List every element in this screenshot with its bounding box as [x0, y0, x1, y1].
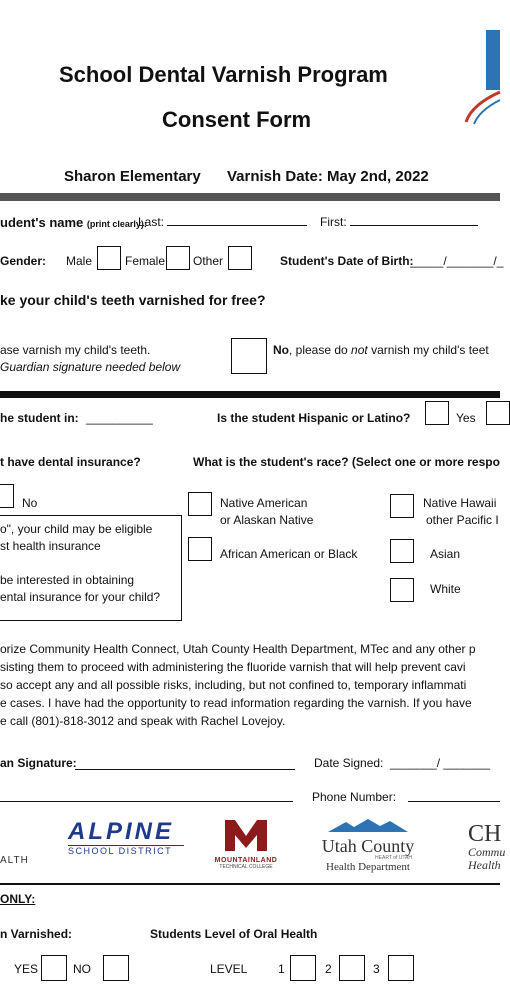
race-question: What is the student's race? (Select one or more respo	[193, 455, 500, 469]
health-logo-fragment: ALTH	[0, 855, 29, 866]
authorization-line-5: e call (801)-818-3012 and speak with Rachel Lovejoy.	[0, 714, 286, 728]
race-white-label: White	[430, 582, 461, 596]
student-name-label: udent's name (print clearly):	[0, 215, 147, 230]
gender-female-label: Female	[125, 254, 166, 268]
dob-label: Student's Date of Birth:	[280, 254, 414, 268]
authorization-line-1: orize Community Health Connect, Utah County Health Department, MTec and any other p	[0, 642, 476, 656]
first-name-field[interactable]: First:	[320, 215, 478, 229]
varnished-no-label: NO	[73, 962, 91, 976]
level-2-checkbox[interactable]	[339, 955, 365, 981]
printed-name-line[interactable]	[0, 801, 293, 802]
mountain-icon	[328, 818, 408, 832]
mountainland-sub: TECHNICAL COLLEGE	[219, 864, 273, 870]
race-asian-checkbox[interactable]	[390, 539, 414, 563]
gender-male-label: Male	[66, 254, 93, 268]
chc-logo-line-2: Health	[468, 858, 501, 872]
race-hawaiian-label-2: other Pacific I	[426, 513, 499, 527]
hispanic-yes-label: Yes	[456, 411, 476, 425]
title-line-2: Consent Form	[162, 107, 312, 132]
varnish-date: Varnish Date: May 2nd, 2022	[227, 168, 429, 185]
mountainland-name: MOUNTAINLAND	[214, 857, 278, 864]
phone-label: Phone Number:	[312, 790, 397, 804]
level-3-checkbox[interactable]	[388, 955, 414, 981]
gender-male-checkbox[interactable]	[97, 246, 121, 270]
chc-logo-line-1: Commu	[468, 845, 506, 859]
logo-corner-icon	[462, 30, 500, 125]
signature-line[interactable]	[75, 769, 295, 770]
mountainland-m-icon	[223, 818, 269, 852]
dob-field[interactable]: _____/_______/_	[410, 254, 504, 268]
mountainland-logo	[213, 818, 279, 870]
header-divider	[0, 193, 500, 201]
oral-health-label: Students Level of Oral Health	[150, 927, 318, 941]
level-label: LEVEL	[210, 962, 248, 976]
insurance-no-checkbox[interactable]	[0, 484, 14, 508]
insurance-no-label: No	[22, 496, 38, 510]
hispanic-question: Is the student Hispanic or Latino?	[217, 411, 411, 425]
hispanic-no-checkbox[interactable]	[486, 401, 510, 425]
varnished-no-checkbox[interactable]	[103, 955, 129, 981]
consent-no-checkbox[interactable]	[231, 338, 267, 374]
gender-other-checkbox[interactable]	[228, 246, 252, 270]
insurance-info-line-3: be interested in obtaining	[0, 573, 135, 587]
date-signed-label: Date Signed:	[314, 756, 384, 770]
alpine-logo	[68, 820, 184, 856]
chc-logo	[468, 822, 505, 872]
office-divider	[0, 883, 500, 885]
alpine-logo-main: ALPINE	[68, 818, 175, 845]
utah-county-logo	[316, 818, 420, 873]
chc-logo-big: CH	[468, 821, 502, 847]
health-department-name: Health Department	[326, 861, 410, 873]
race-african-american-checkbox[interactable]	[188, 537, 212, 561]
insurance-question: t have dental insurance?	[0, 455, 141, 469]
race-native-american-label-1: Native American	[220, 496, 308, 510]
phone-line[interactable]	[408, 801, 500, 802]
authorization-line-3: so accept any and all possible risks, including, but not confined to, temporary inflammati	[0, 678, 467, 692]
race-asian-label: Asian	[430, 547, 461, 561]
grade-label: he student in:	[0, 411, 79, 425]
signature-label: an Signature:	[0, 756, 77, 770]
authorization-line-4: e cases. I have had the opportunity to read information regarding the varnish. If you have	[0, 696, 472, 710]
race-white-checkbox[interactable]	[390, 578, 414, 602]
school-name: Sharon Elementary	[64, 168, 201, 185]
level-2-label: 2	[325, 962, 332, 976]
level-1-checkbox[interactable]	[290, 955, 316, 981]
consent-yes-text: ase varnish my child's teeth.	[0, 343, 151, 357]
heart-of-utah: HEART of UTAH	[375, 855, 412, 861]
insurance-info-line-2: st health insurance	[0, 539, 101, 553]
race-african-american-label: African American or Black	[220, 547, 358, 561]
race-native-american-checkbox[interactable]	[188, 492, 212, 516]
varnished-label: n Varnished:	[0, 927, 73, 941]
alpine-logo-sub: SCHOOL DISTRICT	[68, 845, 184, 856]
varnished-yes-label: YES	[14, 962, 39, 976]
level-1-label: 1	[278, 962, 285, 976]
hispanic-yes-checkbox[interactable]	[425, 401, 449, 425]
gender-female-checkbox[interactable]	[166, 246, 190, 270]
consent-no-text: No, please do not varnish my child's teet	[273, 343, 489, 357]
gender-other-label: Other	[193, 254, 224, 268]
grade-field[interactable]: __________	[86, 411, 153, 425]
consent-question: ke your child's teeth varnished for free?	[0, 292, 266, 308]
insurance-info-line-4: ental insurance for your child?	[0, 590, 161, 604]
authorization-line-2: sisting them to proceed with administering the fluoride varnish that will help prevent cavi	[0, 660, 466, 674]
varnished-yes-checkbox[interactable]	[41, 955, 67, 981]
race-hawaiian-label-1: Native Hawaii	[423, 496, 497, 510]
consent-yes-note: Guardian signature needed below	[0, 360, 181, 374]
gender-label: Gender:	[0, 254, 47, 268]
utah-county-name: Utah County	[321, 836, 415, 856]
insurance-info-line-1: o", your child may be eligible	[0, 522, 153, 536]
last-name-field[interactable]: Last:	[138, 215, 307, 229]
race-hawaiian-checkbox[interactable]	[390, 494, 414, 518]
section-divider	[0, 391, 500, 398]
title-line-1: School Dental Varnish Program	[59, 62, 388, 87]
office-only-label: ONLY:	[0, 892, 36, 906]
level-3-label: 3	[373, 962, 380, 976]
race-native-american-label-2: or Alaskan Native	[220, 513, 314, 527]
date-signed-field[interactable]: _______/ _______	[390, 756, 491, 770]
